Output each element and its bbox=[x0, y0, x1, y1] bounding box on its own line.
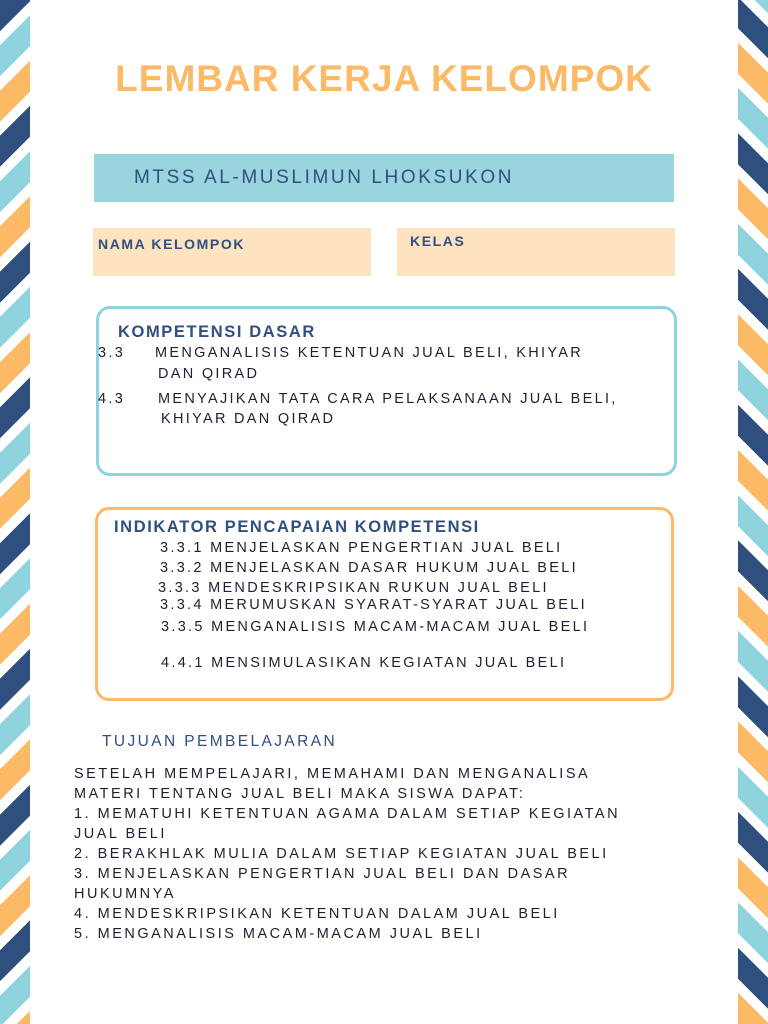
right-decorative-stripe bbox=[738, 0, 768, 1024]
indikator-item: 3.3.5 MENGANALISIS MACAM-MACAM JUAL BELI bbox=[161, 619, 590, 635]
tujuan-line: SETELAH MEMPELAJARI, MEMAHAMI DAN MENGANALISA bbox=[74, 766, 591, 782]
kd-item-text-continued: DAN QIRAD bbox=[158, 366, 260, 382]
tujuan-line: HUKUMNYA bbox=[74, 886, 176, 902]
tujuan-line: 2. BERAKHLAK MULIA DALAM SETIAP KEGIATAN JUAL BELI bbox=[74, 846, 609, 862]
tujuan-line: MATERI TENTANG JUAL BELI MAKA SISWA DAPAT: bbox=[74, 786, 526, 802]
kd-item-text-continued: KHIYAR DAN QIRAD bbox=[161, 411, 336, 427]
tujuan-line: JUAL BELI bbox=[74, 826, 167, 842]
indikator-heading: INDIKATOR PENCAPAIAN KOMPETENSI bbox=[114, 518, 480, 536]
indikator-item: 3.3.1 MENJELASKAN PENGERTIAN JUAL BELI bbox=[160, 540, 563, 556]
tujuan-line: 5. MENGANALISIS MACAM-MACAM JUAL BELI bbox=[74, 926, 483, 942]
school-name: MTSS AL-MUSLIMUN LHOKSUKON bbox=[134, 167, 515, 188]
kompetensi-dasar-heading: KOMPETENSI DASAR bbox=[118, 323, 316, 341]
kd-item-number: 3.3 bbox=[98, 345, 126, 361]
tujuan-line: 4. MENDESKRIPSIKAN KETENTUAN DALAM JUAL BELI bbox=[74, 906, 560, 922]
kd-item-number: 4.3 bbox=[98, 391, 126, 407]
kd-item-text: MENGANALISIS KETENTUAN JUAL BELI, KHIYAR bbox=[155, 345, 583, 361]
kd-item-text: MENYAJIKAN TATA CARA PELAKSANAAN JUAL BELI, bbox=[158, 391, 618, 407]
page-title: LEMBAR KERJA KELOMPOK bbox=[115, 58, 653, 99]
tujuan-heading: TUJUAN PEMBELAJARAN bbox=[102, 733, 338, 750]
left-decorative-stripe bbox=[0, 0, 30, 1024]
tujuan-line: 3. MENJELASKAN PENGERTIAN JUAL BELI DAN DASAR bbox=[74, 866, 571, 882]
indikator-item: 3.3.4 MERUMUSKAN SYARAT-SYARAT JUAL BELI bbox=[160, 597, 587, 613]
indikator-item: 3.3.2 MENJELASKAN DASAR HUKUM JUAL BELI bbox=[160, 560, 578, 576]
school-banner bbox=[94, 154, 674, 202]
group-name-label: NAMA KELOMPOK bbox=[98, 236, 246, 252]
indikator-item: 4.4.1 MENSIMULASIKAN KEGIATAN JUAL BELI bbox=[161, 655, 567, 671]
tujuan-line: 1. MEMATUHI KETENTUAN AGAMA DALAM SETIAP KEGIATAN bbox=[74, 806, 621, 822]
indikator-item: 3.3.3 MENDESKRIPSIKAN RUKUN JUAL BELI bbox=[158, 580, 549, 596]
class-label: KELAS bbox=[410, 233, 466, 249]
